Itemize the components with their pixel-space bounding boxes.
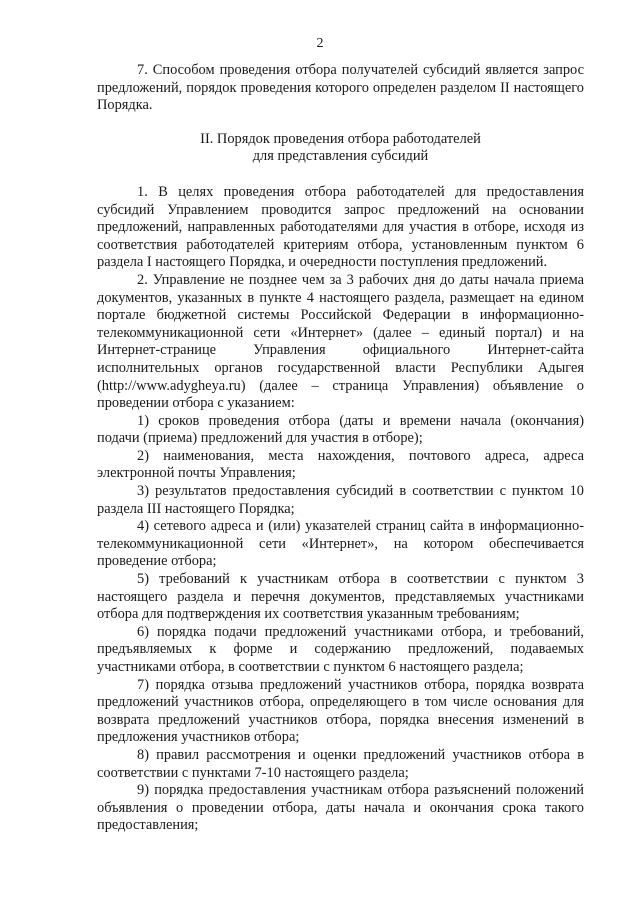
list-item-2: 2) наименования, места нахождения, почтового адреса, адреса электронной почты Управления;	[97, 447, 584, 482]
section-heading-line-1: II. Порядок проведения отбора работодателей	[200, 130, 481, 147]
list-item-4: 4) сетевого адреса и (или) указателей страниц сайта в информационно-телекоммуникационной сети «Интернет», на котором обеспечивается проведение отбора;	[97, 518, 584, 570]
list-item-1: 1) сроков проведения отбора (даты и времени начала (окончания) подачи (приема) предложений для участия в отборе);	[97, 412, 584, 447]
list-item-9: 9) порядка предоставления участникам отбора разъяснений положений объявления о проведении отбора, даты начала и окончания срока такого предоставления;	[97, 782, 584, 834]
list-item-6: 6) порядка подачи предложений участниками отбора, и требований, предъявляемых к форме и содержанию предложений, подаваемых участниками отбора, в соответствии с пунктом 6 настоящего раздела;	[97, 623, 584, 675]
paragraph-list	[97, 184, 584, 835]
document-body	[97, 62, 584, 835]
list-item-5: 5) требований к участникам отбора в соответствии с пунктом 3 настоящего раздела и перечня документов, представляемых участниками отбора для подтверждения их соответствия указанным требованиям;	[97, 571, 584, 623]
list-item-7: 7) порядка отзыва предложений участников отбора, порядка возврата предложений участников отбора, определяющего в том числе основания для возврата предложений участников отбора, порядка внесения изменений в предложения участников отбора;	[97, 676, 584, 746]
section-heading	[97, 131, 584, 166]
intro-paragraph: 7. Способом проведения отбора получателей субсидий является запрос предложений, порядок проведения которого определен разделом II настоящего Порядка.	[97, 62, 584, 114]
page-number: 2	[316, 36, 324, 51]
list-item-3: 3) результатов предоставления субсидий в соответствии с пунктом 10 раздела III настоящего Порядка;	[97, 483, 584, 517]
section-heading-line-2: для представления субсидий	[252, 148, 429, 165]
list-item-8: 8) правил рассмотрения и оценки предложений участников отбора в соответствии с пунктами 7-10 настоящего раздела;	[97, 746, 584, 781]
paragraph-item-2: 2. Управление не позднее чем за 3 рабочих дня до даты начала приема документов, указанных в пункте 4 настоящего раздела, размещает на едином портале бюджетной системы Российской Федерации в информационно-телекоммуникационной сети «Интернет» (далее – единый портал) и на Интернет-странице Управления официального Интернет-сайта исполнительных органов государственной власти Республики Адыгея (http://www.adygheya.ru) (далее – страница Управления) объявление о проведении отбора с указанием:	[97, 271, 584, 412]
paragraph-item-1: 1. В целях проведения отбора работодателей для предоставления субсидий Управлением проводится запрос предложений на основании предложений, направленных работодателями для участия в отборе, исходя из соответствия работодателей критериям отбора, установленным пунктом 6 раздела I настоящего Порядка, и очередности поступления предложений.	[97, 183, 584, 271]
